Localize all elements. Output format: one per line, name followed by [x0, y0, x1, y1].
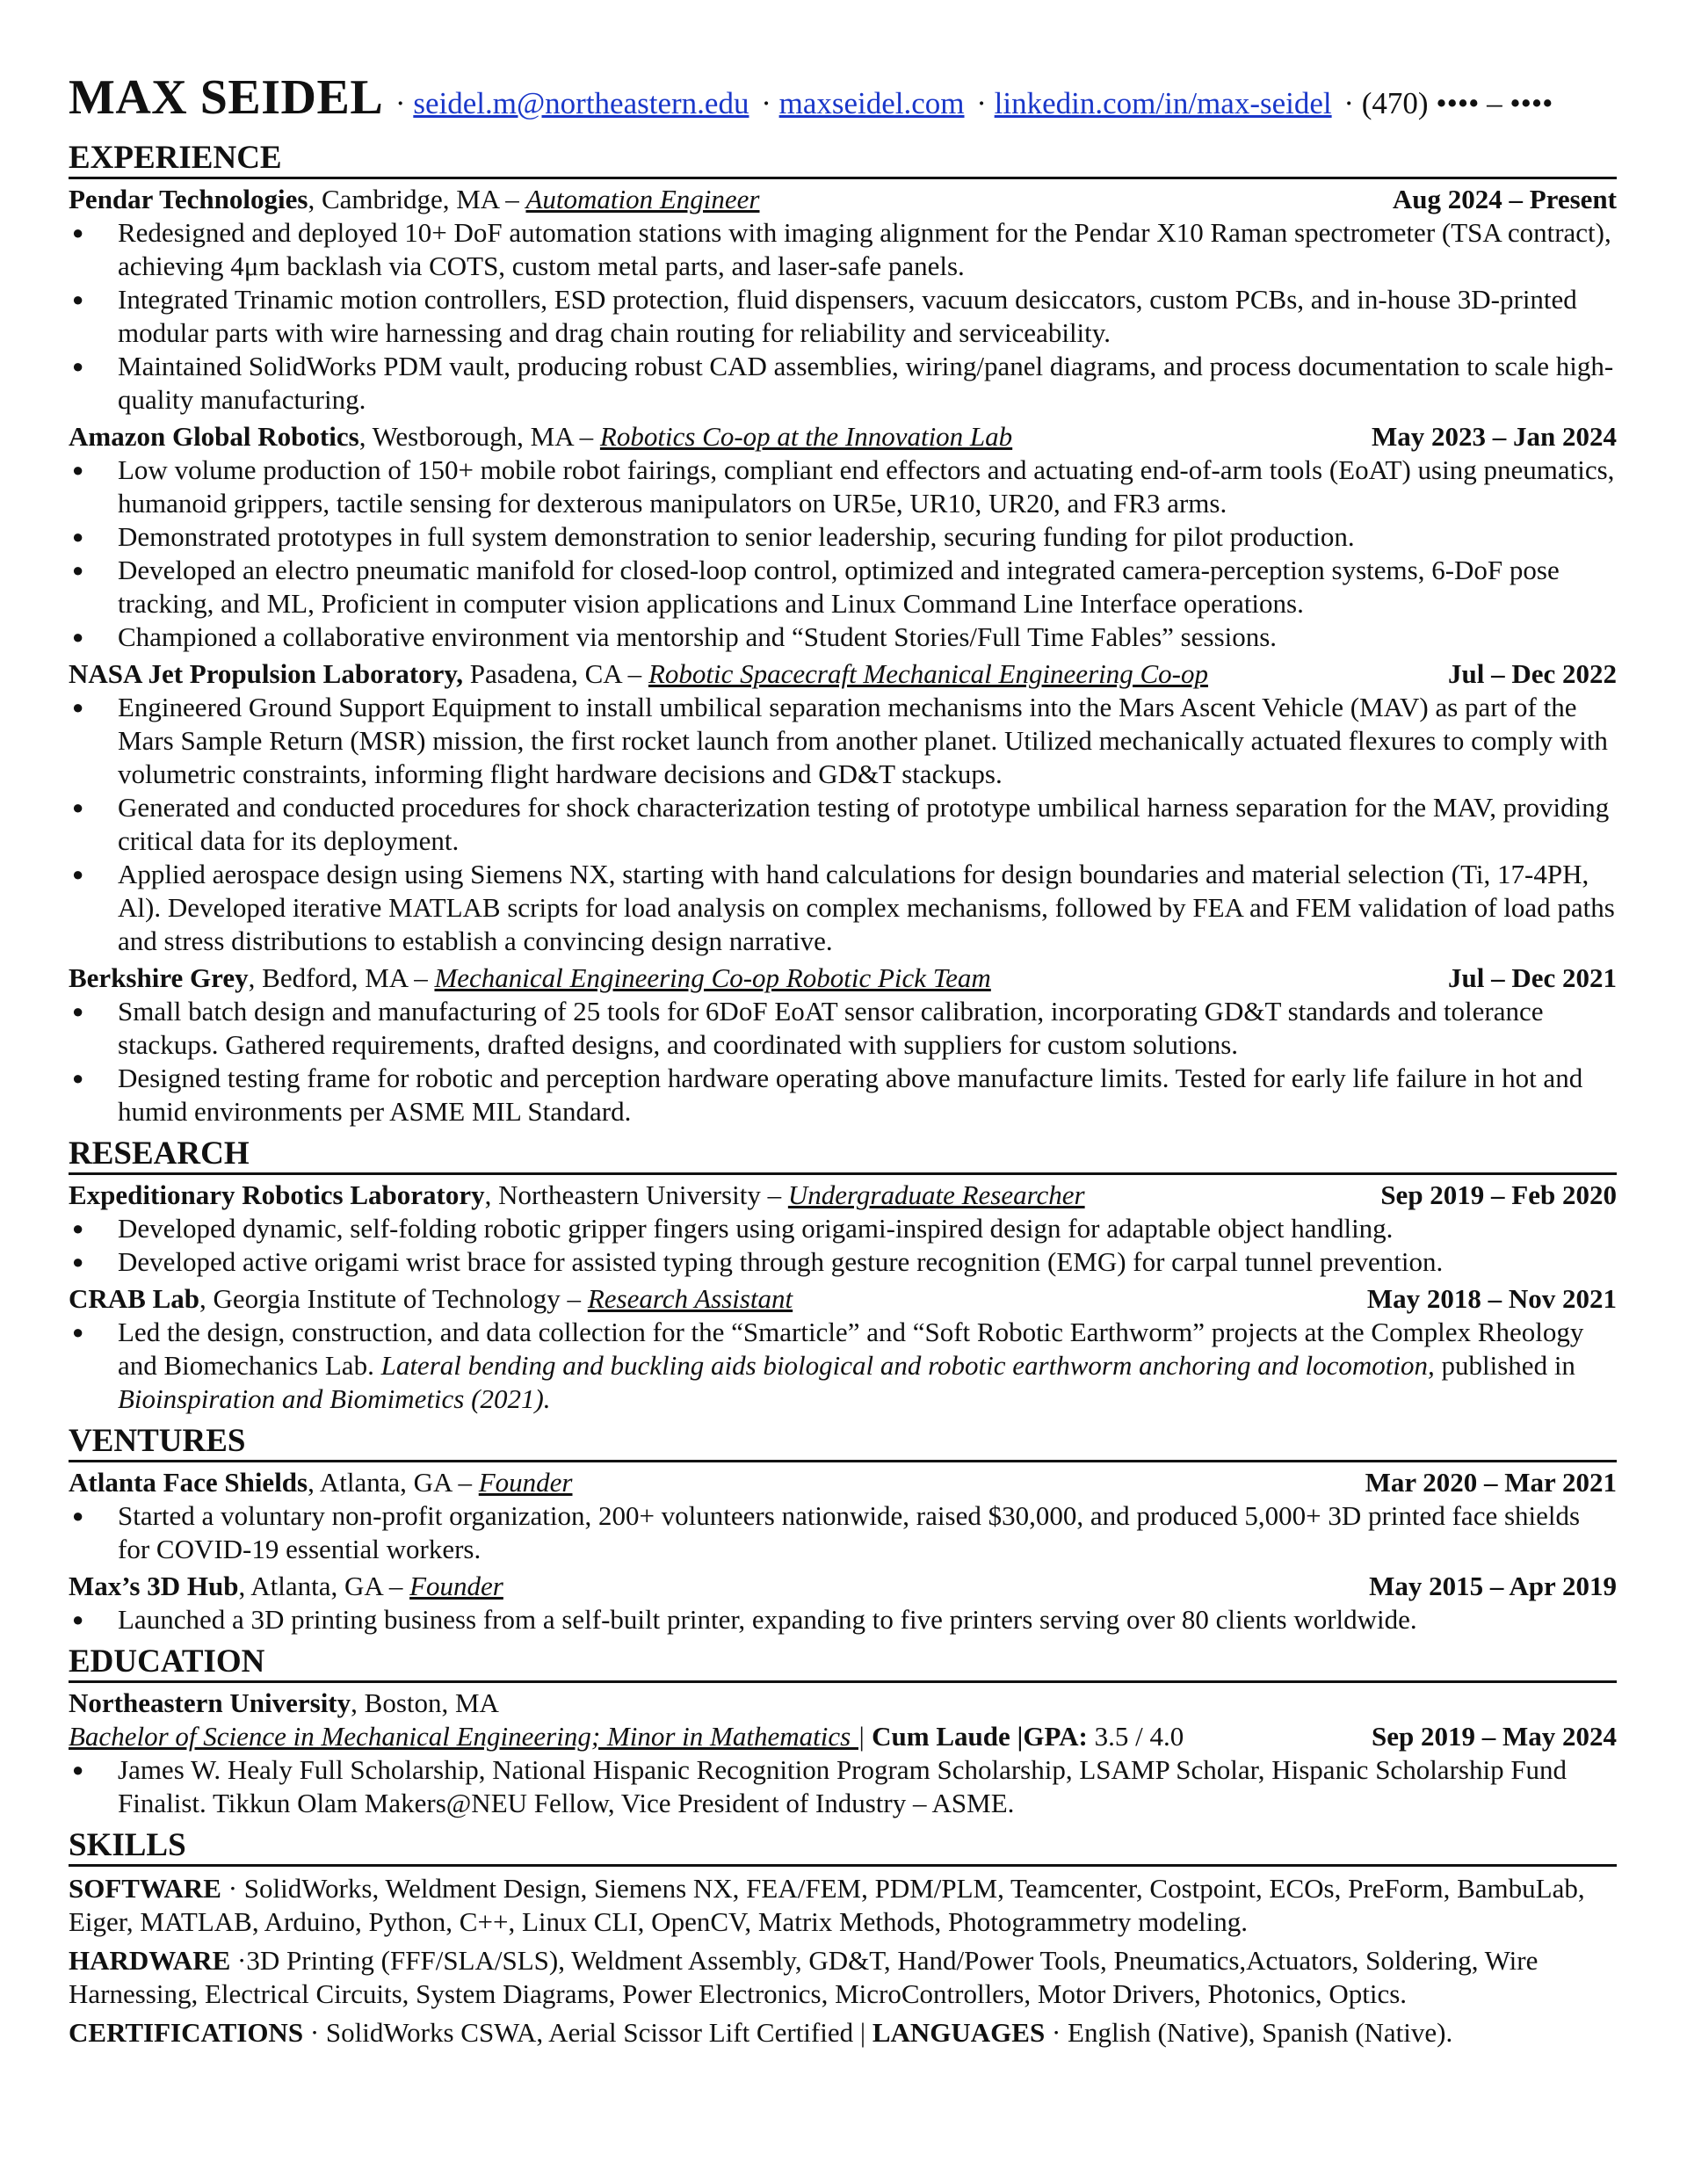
list-item: ● Demonstrated prototypes in full system demonstration to senior leadership, securing funding for pilot production.: [72, 521, 1355, 552]
org-name: Pendar Technologies: [69, 184, 308, 214]
list-item: ● Launched a 3D printing business from a self-built printer, expanding to five printers serving over 80 clients worldwide.: [72, 1604, 1417, 1635]
experience-entry: [69, 183, 1617, 417]
gpa-label: GPA:: [1023, 1721, 1088, 1752]
experience-entry: [69, 420, 1617, 654]
list-item: ● Started a voluntary non-profit organization, 200+ volunteers nationwide, raised $30,000, and produced 5,000+ 3D printed face shields for COVID-19 essential workers.: [72, 1500, 1581, 1564]
org-name: Northeastern University: [69, 1687, 351, 1718]
org-name: Expeditionary Robotics Laboratory: [69, 1179, 485, 1210]
degree: Bachelor of Science in Mechanical Engineering; Minor in Mathematics |: [69, 1721, 865, 1752]
header: [69, 69, 1617, 133]
location: , Atlanta, GA –: [308, 1467, 479, 1498]
date-range: May 2023 – Jan 2024: [1372, 421, 1617, 452]
journal-name: Bioinspiration and Biomimetics (2021).: [118, 1383, 551, 1414]
list-item: ● Applied aerospace design using Siemens NX, starting with hand calculations for design boundaries and material selection (Ti, 17-4PH, Al). Developed iterative MATLAB scripts for load analysis on complex mechanisms, followed by FEA and FEM validation of load paths and stress distributions to establish a convincing design narrative.: [72, 859, 1615, 956]
org-name: Berkshire Grey: [69, 962, 249, 993]
research-entry: [69, 1179, 1617, 1279]
section-title-experience: EXPERIENCE: [69, 140, 1617, 179]
role-title: Mechanical Engineering Co-op Robotic Pick Team: [434, 962, 991, 993]
date-range: Jul – Dec 2022: [1447, 658, 1617, 689]
list-item: ● Developed active origami wrist brace for assisted typing through gesture recognition (EMG) for carpal tunnel prevention.: [72, 1246, 1444, 1277]
experience-entry: [69, 961, 1617, 1128]
list-item: ● Maintained SolidWorks PDM vault, producing robust CAD assemblies, wiring/panel diagrams, and process documentation to scale high-quality manufacturing.: [72, 351, 1614, 415]
section-title-skills: SKILLS: [69, 1827, 1617, 1867]
org-name: Atlanta Face Shields: [69, 1467, 308, 1498]
list-item: ● Championed a collaborative environment via mentorship and “Student Stories/Full Time Fables” sessions.: [72, 621, 1278, 652]
location: , Northeastern University –: [484, 1179, 788, 1210]
location: Pasadena, CA –: [462, 658, 648, 689]
venture-entry: [69, 1570, 1617, 1636]
section-title-research: RESEARCH: [69, 1136, 1617, 1175]
date-range: May 2015 – Apr 2019: [1369, 1571, 1617, 1601]
email-link[interactable]: seidel.m@northeastern.edu: [413, 86, 749, 120]
location: , Georgia Institute of Technology –: [199, 1283, 588, 1314]
org-name: Max’s 3D Hub: [69, 1571, 239, 1601]
candidate-name: MAX SEIDEL: [69, 70, 384, 125]
skills-hardware: HARDWARE ·3D Printing (FFF/SLA/SLS), Weldment Assembly, GD&T, Hand/Power Tools, Pneumatics,Actuators, Soldering, Wire Harnessing, Electrical Circuits, System Diagrams, Power Electronics, MicroControllers, Motor Drivers, Photonics, Optics.: [69, 1945, 1539, 2009]
paper-title: Lateral bending and buckling aids biological and robotic earthworm anchoring and locomotion,: [380, 1350, 1435, 1381]
org-name: CRAB Lab: [69, 1283, 200, 1314]
separator: ·: [1343, 86, 1355, 120]
list-item: ● Generated and conducted procedures for shock characterization testing of prototype umbilical harness separation for the MAV, providing critical data for its deployment.: [72, 792, 1610, 856]
section-title-education: EDUCATION: [69, 1643, 1617, 1683]
date-range: Aug 2024 – Present: [1392, 184, 1617, 214]
org-name: NASA Jet Propulsion Laboratory,: [69, 658, 463, 689]
list-item: ● Led the design, construction, and data collection for the “Smarticle” and “Soft Robotic Earthworm” projects at the Complex Rheology and Biomechanics Lab. Lateral bending and buckling aids biological and robotic earthworm anchoring and locomotion, published in Bioinspiration and Biomimetics (2021).: [72, 1317, 1584, 1414]
org-name: Amazon Global Robotics: [69, 421, 359, 452]
section-title-ventures: VENTURES: [69, 1423, 1617, 1462]
location: , Westborough, MA –: [358, 421, 600, 452]
date-range: Mar 2020 – Mar 2021: [1365, 1467, 1617, 1498]
skills-software: SOFTWARE · SolidWorks, Weldment Design, Siemens NX, FEA/FEM, PDM/PLM, Teamcenter, Costpoint, ECOs, PreForm, BambuLab, Eiger, MATLAB, Arduino, Python, C++, Linux CLI, OpenCV, Matrix Methods, Photogrammetry modeling.: [69, 1873, 1585, 1937]
list-item: ● James W. Healy Full Scholarship, National Hispanic Recognition Program Scholarship, LSAMP Scholar, Hispanic Scholarship Fund Finalist. Tikkun Olam Makers@NEU Fellow, Vice President of Industry – ASME.: [72, 1754, 1568, 1818]
education-entry: [69, 1687, 1617, 1720]
list-item: ● Engineered Ground Support Equipment to install umbilical separation mechanisms into the Mars Ascent Vehicle (MAV) as part of the Mars Sample Return (MSR) mission, the first rocket launch from another planet. Utilized mechanically actuated flexures to comply with volumetric constraints, informing flight hardware decisions and GD&T stackups.: [72, 692, 1608, 789]
date-range: Sep 2019 – Feb 2020: [1380, 1179, 1617, 1210]
skills-certifications: CERTIFICATIONS · SolidWorks CSWA, Aerial Scissor Lift Certified | LANGUAGES · English (Native), Spanish (Native).: [69, 2017, 1453, 2048]
role-title: Undergraduate Researcher: [787, 1179, 1085, 1210]
role-title: Founder: [478, 1467, 573, 1498]
location: , Bedford, MA –: [248, 962, 435, 993]
list-item: ● Small batch design and manufacturing of 25 tools for 6DoF EoAT sensor calibration, incorporating GD&T standards and tolerance stackups. Gathered requirements, drafted designs, and coordinated with suppliers for custom solutions.: [72, 996, 1544, 1060]
role-title: Robotics Co-op at the Innovation Lab: [599, 421, 1013, 452]
website-link[interactable]: maxseidel.com: [778, 86, 965, 120]
list-item: ● Redesigned and deployed 10+ DoF automation stations with imaging alignment for the Pendar X10 Raman spectrometer (TSA contract), achieving 4μm backlash via COTS, custom metal parts, and laser-safe panels.: [72, 217, 1611, 281]
list-item: ● Integrated Trinamic motion controllers, ESD protection, fluid dispensers, vacuum desiccators, custom PCBs, and in-house 3D-printed modular parts with wire harnessing and drag chain routing for reliability and serviceability.: [72, 284, 1577, 348]
resume-page: [69, 69, 1617, 2050]
separator: ·: [395, 86, 406, 120]
gpa-value: 3.5 / 4.0: [1087, 1721, 1184, 1752]
experience-entry: [69, 657, 1617, 958]
separator: ·: [761, 86, 771, 120]
list-item: ● Developed dynamic, self-folding robotic gripper fingers using origami-inspired design for adaptable object handling.: [72, 1213, 1394, 1244]
date-range: May 2018 – Nov 2021: [1366, 1283, 1617, 1314]
research-entry: [69, 1282, 1617, 1416]
role-title: Research Assistant: [587, 1283, 793, 1314]
date-range: Sep 2019 – May 2024: [1372, 1721, 1617, 1752]
location: , Atlanta, GA –: [238, 1571, 410, 1601]
linkedin-link[interactable]: linkedin.com/in/max-seidel: [994, 86, 1332, 120]
list-item: ● Low volume production of 150+ mobile robot fairings, compliant end effectors and actuating end‑of‑arm tools (EoAT) using pneumatics, humanoid grippers, tactile sensing for dexterous manipulators on UR5e, UR10, UR20, and FR3 arms.: [72, 454, 1615, 519]
date-range: Jul – Dec 2021: [1447, 962, 1617, 993]
separator: ·: [976, 86, 987, 120]
location: , Cambridge, MA –: [308, 184, 526, 214]
role-title: Robotic Spacecraft Mechanical Engineering Co-op: [648, 658, 1208, 689]
phone-number: (470) •••• – ••••: [1361, 86, 1553, 120]
role-title: Founder: [409, 1571, 503, 1601]
venture-entry: [69, 1466, 1617, 1566]
list-item: ● Developed an electro pneumatic manifold for closed‑loop control, optimized and integrated camera-perception systems, 6-DoF pose tracking, and ML, Proficient in computer vision applications and Linux Command Line Interface operations.: [72, 555, 1560, 619]
list-item: ● Designed testing frame for robotic and perception hardware operating above manufacture limits. Tested for early life failure in hot and humid environments per ASME MIL Standard.: [72, 1063, 1583, 1127]
degree-line: [69, 1720, 1617, 1753]
role-title: Automation Engineer: [525, 184, 760, 214]
location: , Boston, MA: [351, 1687, 499, 1718]
honors: Cum Laude |: [865, 1721, 1024, 1752]
